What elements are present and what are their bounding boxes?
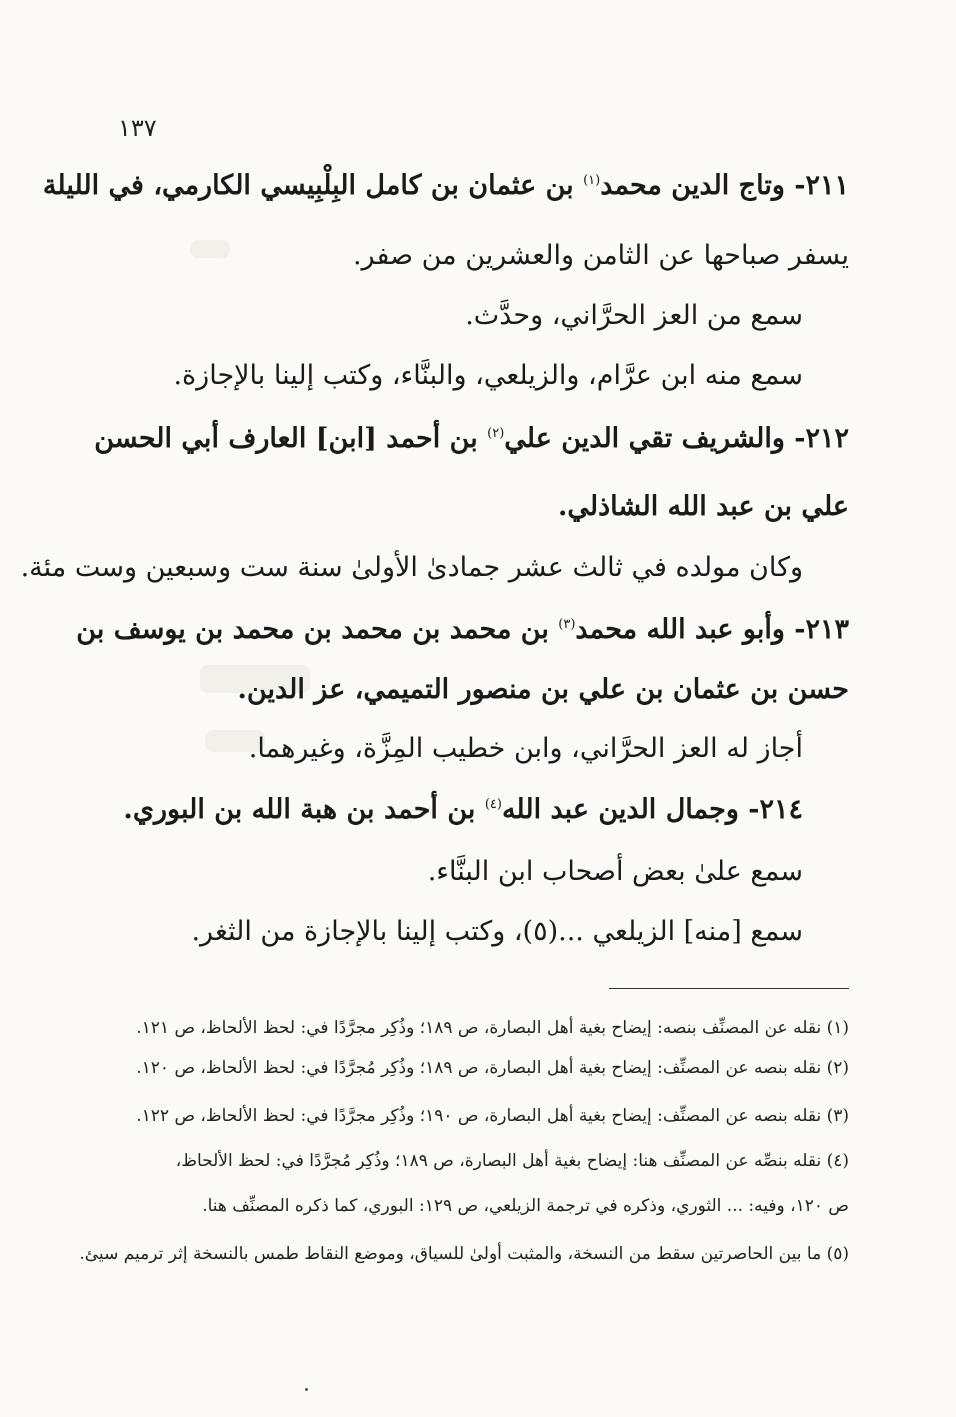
footnote-2: (٢) نقله بنصه عن المصنِّف: إيضاح بغية أهل البصارة، ص ١٨٩؛ وذُكِر مُجرَّدًا في: لحظ الألحاظ، ص ١٢٠. — [136, 1058, 849, 1078]
footnote-3: (٣) نقله بنصه عن المصنِّف: إيضاح بغية أهل البصارة، ص ١٩٠؛ وذُكِر مجرَّدًا في: لحظ الألحاظ، ص ١٢٢. — [136, 1106, 849, 1126]
entry-212-title: ٢١٢- والشريف تقي الدين علي — [504, 423, 849, 454]
footnote-ref-2: (٢) — [487, 426, 505, 441]
footnote-ref-4: (٤) — [484, 797, 502, 812]
entry-211-heading — [42, 166, 849, 206]
entry-211-title-rest: بن عثمان بن كامل البِلْبِيسي الكارمي، في الليلة — [42, 170, 584, 201]
entry-213-title-rest: بن محمد بن محمد بن محمد بن يوسف بن — [76, 614, 559, 645]
page-number: ١٣٧ — [118, 114, 157, 142]
entry-211-line2: يسفر صباحها عن الثامن والعشرين من صفر. — [352, 240, 849, 271]
entry-213-heading — [76, 610, 849, 650]
paper-speck — [305, 1388, 308, 1391]
entry-214-body-2: سمع [منه] الزيلعي ...(٥)، وكتب إلينا بالإجازة من الثغر. — [191, 916, 803, 947]
footnote-ref-3: (٣) — [558, 617, 576, 632]
entry-212-line2: علي بن عبد الله الشاذلي. — [558, 491, 849, 522]
entry-211-body-1: سمع من العز الحرَّاني، وحدَّث. — [465, 300, 803, 331]
footnote-4: (٤) نقله بنصِّه عن المصنِّف هنا: إيضاح بغية أهل البصارة، ص ١٨٩؛ وذُكِر مُجرَّدًا في: لحظ الألحاظ، — [175, 1151, 849, 1171]
entry-211-title: ٢١١- وتاج الدين محمد — [600, 170, 849, 201]
entry-214-body-1: سمع علىٰ بعض أصحاب ابن البنَّاء. — [427, 856, 803, 887]
entry-211-body-2: سمع منه ابن عرَّام، والزيلعي، والبنَّاء، وكتب إلينا بالإجازة. — [173, 360, 803, 391]
footnote-ref-1: (١) — [583, 173, 601, 188]
entry-214-title: ٢١٤- وجمال الدين عبد الله — [501, 794, 803, 825]
entry-213-body-1: أجاز له العز الحرَّاني، وابن خطيب المِزَّة، وغيرهما. — [248, 733, 803, 764]
entry-214-heading — [109, 790, 849, 830]
footnote-5: (٥) ما بين الحاصرتين سقط من النسخة، والمثبت أولىٰ للسياق، وموضع النقاط طمس بالنسخة إثر ترميم سيئ. — [79, 1244, 849, 1264]
entry-212-heading — [94, 419, 849, 459]
footnote-divider — [609, 988, 849, 989]
entry-212-body-1: وكان مولده في ثالث عشر جمادىٰ الأولىٰ سنة ست وسبعين وست مئة. — [20, 552, 803, 583]
footnote-1: (١) نقله عن المصنِّف بنصه: إيضاح بغية أهل البصارة، ص ١٨٩؛ وذُكِر مجرَّدًا في: لحظ الألحاظ، ص ١٢١. — [136, 1018, 849, 1038]
entry-213-line2: حسن بن عثمان بن علي بن منصور التميمي، عز الدين. — [237, 674, 849, 705]
entry-214-title-rest: بن أحمد بن هبة الله بن البوري. — [123, 794, 485, 825]
entry-213-title: ٢١٣- وأبو عبد الله محمد — [575, 614, 849, 645]
entry-212-title-rest: بن أحمد [ابن] العارف أبي الحسن — [94, 423, 488, 454]
footnote-4-continued: ص ١٢٠، وفيه: ... الثوري، وذكره في ترجمة الزيلعي، ص ١٢٩: البوري، كما ذكره المصنِّف هنا. — [202, 1196, 849, 1216]
